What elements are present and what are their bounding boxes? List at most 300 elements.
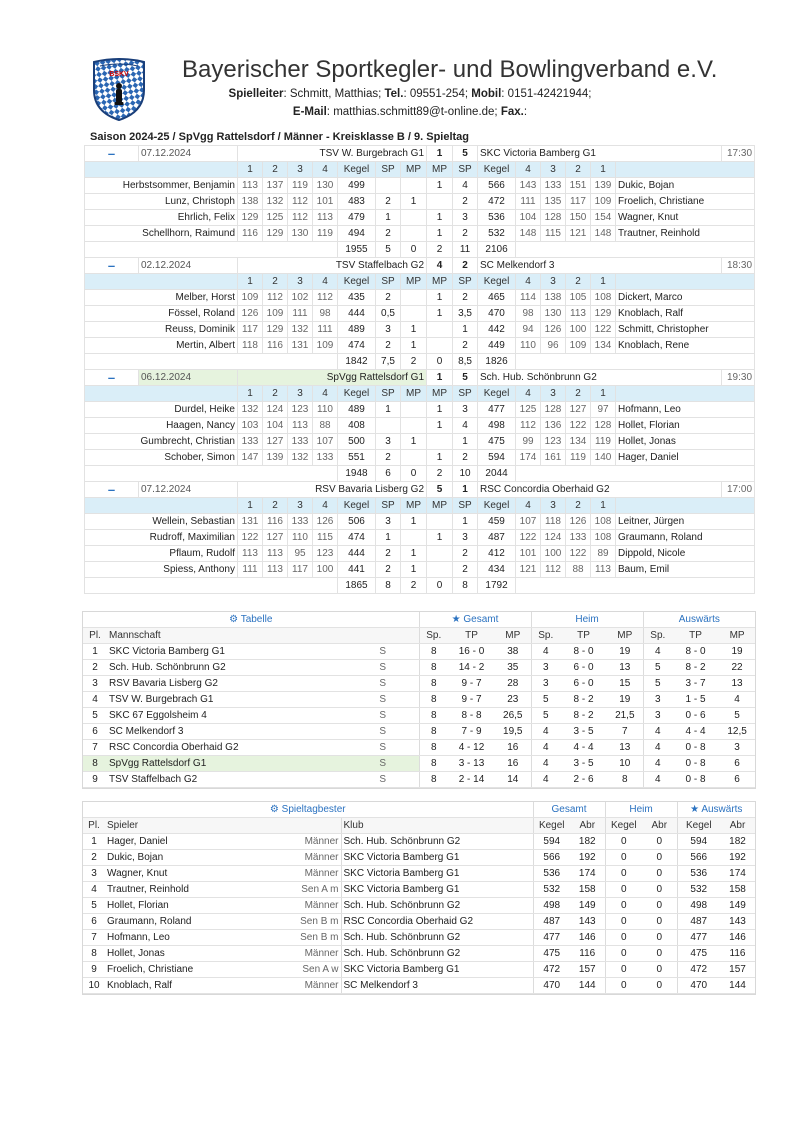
best-cell: 8 xyxy=(83,946,105,962)
away-mp: 1 xyxy=(427,226,453,242)
standings-cell: S xyxy=(347,756,419,772)
header-spacer xyxy=(616,498,755,514)
home-set-score: 101 xyxy=(313,194,338,210)
standings-row xyxy=(83,660,755,676)
home-set-score: 117 xyxy=(288,562,313,578)
home-mp xyxy=(401,178,427,194)
standings-cell: 3 - 5 xyxy=(560,756,607,772)
home-player: Fössel, Roland xyxy=(85,306,238,322)
standings-cell: 3 xyxy=(643,708,672,724)
best-cell: 146 xyxy=(570,930,605,946)
home-sp: 0,5 xyxy=(376,306,401,322)
away-kegel: 566 xyxy=(478,178,516,194)
gear-icon: ⚙ xyxy=(229,614,239,625)
best-cell: 192 xyxy=(720,850,755,866)
away-set-score: 113 xyxy=(566,306,591,322)
home-player: Reuss, Dominik xyxy=(85,322,238,338)
column-header: Kegel xyxy=(677,818,720,834)
home-set-score: 95 xyxy=(288,546,313,562)
standings-cell: 3 - 7 xyxy=(672,676,719,692)
away-sp: 1 xyxy=(453,514,478,530)
away-set-score: 97 xyxy=(591,402,616,418)
away-set-score: 134 xyxy=(591,338,616,354)
best-player-row xyxy=(83,866,755,882)
best-cell: 2 xyxy=(83,850,105,866)
best-cell: 487 xyxy=(533,914,570,930)
column-header: MP xyxy=(719,628,755,644)
home-kegel: 506 xyxy=(338,514,376,530)
header-spacer xyxy=(85,274,238,290)
player-row xyxy=(85,178,755,194)
best-cell: 0 xyxy=(605,834,642,850)
home-set-score: 139 xyxy=(263,450,288,466)
standings-cell: 8 xyxy=(419,692,448,708)
best-cell: 0 xyxy=(605,978,642,994)
standings-cell: 8 xyxy=(419,708,448,724)
club-name: Sch. Hub. Schönbrunn G2 xyxy=(341,834,533,850)
standings-cell: 7 - 9 xyxy=(448,724,495,740)
best-player-row xyxy=(83,882,755,898)
best-cell: 182 xyxy=(570,834,605,850)
best-cell: Männer xyxy=(275,978,341,994)
game-column-header-row xyxy=(85,162,755,178)
home-set-score: 127 xyxy=(263,434,288,450)
best-cell: 3 xyxy=(83,866,105,882)
best-cell: 1 xyxy=(83,834,105,850)
standings-cell: S xyxy=(347,644,419,660)
away-set-score: 109 xyxy=(566,338,591,354)
standings-cell: 0 - 8 xyxy=(672,772,719,788)
team-name: RSC Concordia Oberhaid G2 xyxy=(107,740,347,756)
home-mp xyxy=(401,210,427,226)
column-header: Kegel xyxy=(338,386,376,402)
column-header: 1 xyxy=(591,162,616,178)
email-address: matthias.schmitt89@t-online.de; xyxy=(333,106,498,118)
column-header: 4 xyxy=(516,498,541,514)
standings-cell: 4 xyxy=(531,756,560,772)
best-cell: 0 xyxy=(642,946,677,962)
game-time: 19:30 xyxy=(722,370,755,386)
away-set-score: 122 xyxy=(566,418,591,434)
home-kegel: 479 xyxy=(338,210,376,226)
column-header: SP xyxy=(453,386,478,402)
away-set-score: 148 xyxy=(516,226,541,242)
column-header: 4 xyxy=(313,162,338,178)
away-set-score: 135 xyxy=(541,194,566,210)
standings-row xyxy=(83,692,755,708)
away-player: Trautner, Reinhold xyxy=(616,226,755,242)
away-team: Sch. Hub. Schönbrunn G2 xyxy=(478,370,722,386)
home-set-score: 133 xyxy=(288,434,313,450)
standings-cell: 4 - 12 xyxy=(448,740,495,756)
away-set-score: 112 xyxy=(516,418,541,434)
away-mp xyxy=(427,514,453,530)
best-cell: Männer xyxy=(275,946,341,962)
standings-cell: 5 xyxy=(531,708,560,724)
standings-cell: 4 - 4 xyxy=(560,740,607,756)
away-set-score: 113 xyxy=(591,562,616,578)
standings-cell: 19 xyxy=(607,644,643,660)
away-set-score: 111 xyxy=(516,194,541,210)
away-set-score: 89 xyxy=(591,546,616,562)
header-spacer xyxy=(85,386,238,402)
standings-cell: 4 xyxy=(643,772,672,788)
player-row xyxy=(85,546,755,562)
standings-cell: 4 xyxy=(643,756,672,772)
away-total-kegel: 1826 xyxy=(478,354,516,370)
column-header: 4 xyxy=(313,498,338,514)
home-kegel: 441 xyxy=(338,562,376,578)
column-header: Klub xyxy=(341,818,533,834)
header-spacer xyxy=(85,498,238,514)
away-kegel: 536 xyxy=(478,210,516,226)
home-mp xyxy=(401,418,427,434)
away-player: Hollet, Florian xyxy=(616,418,755,434)
best-cell: Männer xyxy=(275,834,341,850)
standings-cell: 4 - 4 xyxy=(672,724,719,740)
away-set-score: 128 xyxy=(541,210,566,226)
collapse-toggle[interactable]: – xyxy=(85,482,139,498)
column-header: MP xyxy=(401,274,427,290)
away-sp: 2 xyxy=(453,338,478,354)
column-header: MP xyxy=(607,628,643,644)
home-set-score: 110 xyxy=(313,402,338,418)
home-set-score: 113 xyxy=(288,418,313,434)
away-set-score: 122 xyxy=(516,530,541,546)
away-set-score: 143 xyxy=(516,178,541,194)
home-player: Haagen, Nancy xyxy=(85,418,238,434)
standings-cell: 5 xyxy=(719,708,755,724)
away-set-score: 121 xyxy=(566,226,591,242)
away-kegel: 470 xyxy=(478,306,516,322)
team-name: TSV Staffelbach G2 xyxy=(107,772,347,788)
best-cell: 566 xyxy=(677,850,720,866)
away-set-score: 104 xyxy=(516,210,541,226)
away-player: Dickert, Marco xyxy=(616,290,755,306)
column-header: 3 xyxy=(541,498,566,514)
home-mp: 4 xyxy=(427,258,453,274)
best-cell: 144 xyxy=(720,978,755,994)
standings-table xyxy=(83,612,755,788)
home-set-score: 133 xyxy=(288,514,313,530)
standings-cell: 0 - 8 xyxy=(672,740,719,756)
game-sum-row xyxy=(85,578,755,594)
away-kegel: 472 xyxy=(478,194,516,210)
away-mp: 1 xyxy=(427,530,453,546)
away-set-score: 140 xyxy=(591,450,616,466)
best-cell: Männer xyxy=(275,898,341,914)
header-spacer xyxy=(85,162,238,178)
player-row xyxy=(85,322,755,338)
standings-cell: 8 - 2 xyxy=(560,708,607,724)
game-column-header-row xyxy=(85,498,755,514)
best-cell: 0 xyxy=(605,898,642,914)
away-set-score: 112 xyxy=(541,562,566,578)
column-header: 2 xyxy=(566,498,591,514)
column-header: Kegel xyxy=(478,386,516,402)
standings-cell: 38 xyxy=(495,644,531,660)
away-total-mp: 0 xyxy=(427,578,453,594)
home-player: Schober, Simon xyxy=(85,450,238,466)
away-sp: 4 xyxy=(453,178,478,194)
away-mp: 2 xyxy=(453,258,478,274)
standings-row xyxy=(83,644,755,660)
best-cell: 498 xyxy=(677,898,720,914)
best-heim-header: Heim xyxy=(605,802,677,818)
away-set-score: 150 xyxy=(566,210,591,226)
away-set-score: 127 xyxy=(566,402,591,418)
game-results-table xyxy=(84,145,755,594)
column-header: 2 xyxy=(263,498,288,514)
standings-cell: S xyxy=(347,676,419,692)
best-cell: 174 xyxy=(720,866,755,882)
best-cell: 472 xyxy=(533,962,570,978)
home-player: Spiess, Anthony xyxy=(85,562,238,578)
away-set-score: 122 xyxy=(591,322,616,338)
player-row xyxy=(85,402,755,418)
standings-cell: 4 xyxy=(83,692,107,708)
spielleiter-name: Schmitt, Matthias; xyxy=(289,88,382,100)
away-kegel: 459 xyxy=(478,514,516,530)
home-player: Schellhorn, Raimund xyxy=(85,226,238,242)
standings-cell: 8 xyxy=(83,756,107,772)
home-set-score: 102 xyxy=(288,290,313,306)
best-player-row xyxy=(83,850,755,866)
home-sp: 1 xyxy=(376,210,401,226)
home-set-score: 131 xyxy=(288,338,313,354)
home-player: Pflaum, Rudolf xyxy=(85,546,238,562)
home-set-score: 129 xyxy=(238,210,263,226)
player-name: Hollet, Florian xyxy=(105,898,275,914)
standings-cell: 14 xyxy=(495,772,531,788)
player-name: Hollet, Jonas xyxy=(105,946,275,962)
away-set-score: 128 xyxy=(541,402,566,418)
away-player: Dukic, Bojan xyxy=(616,178,755,194)
column-header: Kegel xyxy=(338,274,376,290)
standings-cell: 8 xyxy=(419,676,448,692)
away-team: RSC Concordia Oberhaid G2 xyxy=(478,482,722,498)
standings-cell: 23 xyxy=(495,692,531,708)
away-set-score: 114 xyxy=(516,290,541,306)
home-mp: 1 xyxy=(427,370,453,386)
column-header: TP xyxy=(448,628,495,644)
team-name: SpVgg Rattelsdorf G1 xyxy=(107,756,347,772)
standings-cell: 19,5 xyxy=(495,724,531,740)
standings-cell: 16 xyxy=(495,756,531,772)
header-spacer xyxy=(616,386,755,402)
best-cell: 116 xyxy=(570,946,605,962)
away-sp: 2 xyxy=(453,450,478,466)
best-cell: Sen B m xyxy=(275,930,341,946)
away-total-sp: 11 xyxy=(453,242,478,258)
collapse-toggle[interactable]: – xyxy=(85,370,139,386)
home-sp: 2 xyxy=(376,338,401,354)
best-cell: 4 xyxy=(83,882,105,898)
standings-cell: 4 xyxy=(719,692,755,708)
home-mp: 1 xyxy=(401,322,427,338)
star-icon: ★ xyxy=(690,804,700,815)
away-kegel: 442 xyxy=(478,322,516,338)
away-mp: 1 xyxy=(427,418,453,434)
sum-spacer xyxy=(85,242,338,258)
column-header xyxy=(347,628,419,644)
home-set-score: 147 xyxy=(238,450,263,466)
home-kegel: 474 xyxy=(338,530,376,546)
best-cell: 0 xyxy=(605,850,642,866)
home-total-mp: 0 xyxy=(401,242,427,258)
column-header: Mannschaft xyxy=(107,628,347,644)
svg-text:BSKV: BSKV xyxy=(109,71,129,78)
away-team: SKC Victoria Bamberg G1 xyxy=(478,146,722,162)
standings-cell: 8 xyxy=(419,740,448,756)
best-player-row xyxy=(83,898,755,914)
column-header: Sp. xyxy=(531,628,560,644)
away-mp: 5 xyxy=(453,370,478,386)
away-total-sp: 8,5 xyxy=(453,354,478,370)
best-cell: 477 xyxy=(677,930,720,946)
best-cell: 149 xyxy=(570,898,605,914)
standings-row xyxy=(83,724,755,740)
collapse-toggle[interactable]: – xyxy=(85,258,139,274)
best-cell: Sen B m xyxy=(275,914,341,930)
home-total-mp: 2 xyxy=(401,354,427,370)
away-mp: 1 xyxy=(427,178,453,194)
standings-cell: 13 xyxy=(607,740,643,756)
team-name: RSV Bavaria Lisberg G2 xyxy=(107,676,347,692)
column-header: 1 xyxy=(591,274,616,290)
home-set-score: 115 xyxy=(313,530,338,546)
team-name: SC Melkendorf 3 xyxy=(107,724,347,740)
home-team: TSV W. Burgebrach G1 xyxy=(238,146,427,162)
standings-cell: 35 xyxy=(495,660,531,676)
standings-cell: 6 - 0 xyxy=(560,676,607,692)
home-total-kegel: 1865 xyxy=(338,578,376,594)
standings-cell: 0 - 6 xyxy=(672,708,719,724)
best-cell: 158 xyxy=(570,882,605,898)
home-total-kegel: 1842 xyxy=(338,354,376,370)
standings-cell: 10 xyxy=(607,756,643,772)
game-column-header-row xyxy=(85,386,755,402)
away-set-score: 107 xyxy=(516,514,541,530)
header-spacer xyxy=(616,162,755,178)
standings-cell: 22 xyxy=(719,660,755,676)
standings-cell: 8 - 0 xyxy=(672,644,719,660)
best-cell: 487 xyxy=(677,914,720,930)
home-set-score: 107 xyxy=(313,434,338,450)
home-player: Rudroff, Maximilian xyxy=(85,530,238,546)
home-set-score: 104 xyxy=(263,418,288,434)
column-header: SP xyxy=(453,274,478,290)
game-date: 06.12.2024 xyxy=(139,370,238,386)
best-cell: 157 xyxy=(570,962,605,978)
best-cell: 7 xyxy=(83,930,105,946)
away-mp: 1 xyxy=(427,306,453,322)
away-set-score: 105 xyxy=(566,290,591,306)
standings-title: ⚙ Tabelle xyxy=(83,612,419,628)
home-total-kegel: 1955 xyxy=(338,242,376,258)
home-sp: 2 xyxy=(376,290,401,306)
home-set-score: 109 xyxy=(238,290,263,306)
home-player: Durdel, Heike xyxy=(85,402,238,418)
column-header: MP xyxy=(427,498,453,514)
home-set-score: 111 xyxy=(288,306,313,322)
column-header: 4 xyxy=(516,162,541,178)
game-sum-row xyxy=(85,466,755,482)
home-sp: 3 xyxy=(376,322,401,338)
column-header xyxy=(275,818,341,834)
column-header: 3 xyxy=(541,386,566,402)
game-sum-row xyxy=(85,242,755,258)
standings-cell: 2 - 14 xyxy=(448,772,495,788)
best-cell: Männer xyxy=(275,866,341,882)
standings-row xyxy=(83,708,755,724)
best-cell: 536 xyxy=(533,866,570,882)
game-date: 07.12.2024 xyxy=(139,146,238,162)
home-player: Gumbrecht, Christian xyxy=(85,434,238,450)
best-cell: 6 xyxy=(83,914,105,930)
best-cell: Sen A m xyxy=(275,882,341,898)
email-line: E-Mail: matthias.schmitt89@t-online.de; Fax.: xyxy=(292,106,528,118)
column-header: SP xyxy=(453,162,478,178)
standings-cell: 7 xyxy=(83,740,107,756)
column-header: SP xyxy=(376,274,401,290)
collapse-toggle[interactable]: – xyxy=(85,146,139,162)
home-set-score: 127 xyxy=(263,530,288,546)
player-name: Dukic, Bojan xyxy=(105,850,275,866)
away-sp: 3 xyxy=(453,530,478,546)
home-kegel: 489 xyxy=(338,322,376,338)
away-total-sp: 10 xyxy=(453,466,478,482)
home-set-score: 113 xyxy=(238,178,263,194)
home-sp: 2 xyxy=(376,450,401,466)
standings-cell: 28 xyxy=(495,676,531,692)
away-set-score: 108 xyxy=(591,290,616,306)
best-player-row xyxy=(83,978,755,994)
column-header: 2 xyxy=(263,162,288,178)
best-cell: 0 xyxy=(642,834,677,850)
standings-column-header-row xyxy=(83,628,755,644)
column-header: 2 xyxy=(263,386,288,402)
best-cell: Männer xyxy=(275,850,341,866)
home-set-score: 138 xyxy=(238,194,263,210)
home-set-score: 88 xyxy=(313,418,338,434)
home-mp: 1 xyxy=(401,338,427,354)
away-set-score: 98 xyxy=(516,306,541,322)
club-name: SKC Victoria Bamberg G1 xyxy=(341,866,533,882)
home-set-score: 132 xyxy=(288,322,313,338)
away-set-score: 139 xyxy=(591,178,616,194)
best-cell: 566 xyxy=(533,850,570,866)
away-set-score: 115 xyxy=(541,226,566,242)
best-cell: 594 xyxy=(533,834,570,850)
column-header: 1 xyxy=(238,274,263,290)
best-cell: 0 xyxy=(642,882,677,898)
home-kegel: 499 xyxy=(338,178,376,194)
star-icon: ★ xyxy=(451,614,461,625)
home-set-score: 112 xyxy=(313,290,338,306)
best-players-table xyxy=(83,802,755,994)
standings-cell: 6 xyxy=(83,724,107,740)
best-cell: 146 xyxy=(720,930,755,946)
sum-spacer xyxy=(85,354,338,370)
standings-cell: S xyxy=(347,740,419,756)
home-kegel: 435 xyxy=(338,290,376,306)
club-name: Sch. Hub. Schönbrunn G2 xyxy=(341,898,533,914)
standings-cell: 2 xyxy=(83,660,107,676)
away-sp: 2 xyxy=(453,546,478,562)
away-set-score: 125 xyxy=(516,402,541,418)
column-header: Sp. xyxy=(419,628,448,644)
